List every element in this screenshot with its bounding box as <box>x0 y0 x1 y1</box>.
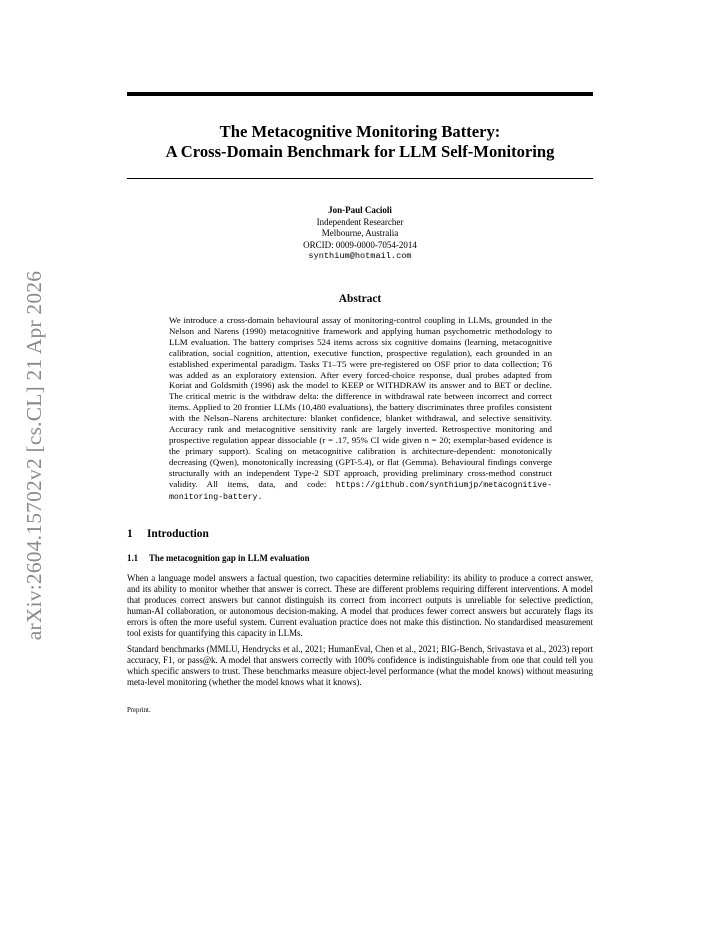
paper-page <box>127 92 593 714</box>
title-top-rule <box>127 92 593 96</box>
title-line-2: A Cross-Domain Benchmark for LLM Self-Monitoring <box>165 142 555 161</box>
arxiv-identifier: arXiv:2604.15702v2 [cs.CL] 21 Apr 2026 <box>22 270 47 640</box>
author-affiliation: Independent Researcher <box>316 216 404 227</box>
title-line-1: The Metacognitive Monitoring Battery: <box>219 122 501 141</box>
section-heading-introduction <box>127 528 593 540</box>
author-block <box>127 205 593 263</box>
subsection-heading <box>127 553 593 563</box>
arxiv-side-stamp <box>18 260 52 650</box>
author-name: Jon-Paul Cacioli <box>328 205 392 215</box>
section-number: 1 <box>127 528 133 541</box>
body-paragraph: When a language model answers a factual question, two capacities determine reliability: its ability to produce a correct answer, and its ability to monitor whether that answer is correct. These are different problems requiring different interventions. A model that produces correct answers but cannot distinguish its correct from incorrect outputs is unreliable for selective prediction, human-AI collaboration, or autonomous decision-making. A model that produces fewer correct answers but accurately flags its errors is often the more useful system. Current evaluation practice does not make this distinction. No standardised measurement tool exists for quantifying this capacity in LLMs. <box>127 573 593 639</box>
abstract-text: We introduce a cross-domain behavioural assay of monitoring-control coupling in LLMs, grounded in the Nelson and Narens (1990) metacognitive framework and applying human psychometric methodology to LLM evaluation. The battery comprises 524 items across six cognitive domains (learning, metacognitive calibration, social cognition, attention, executive function, prospective regulation), each grounded in an established experimental paradigm. Tasks T1–T5 were pre-registered on OSF prior to data collection; T6 was added as an exploratory extension. After every forced-choice response, dual probes adapted from Koriat and Goldsmith (1996) ask the model to KEEP or WITHDRAW its answer and to BET or decline. The critical metric is the withdraw delta: the difference in withdrawal rate between incorrect and correct items. Applied to 20 frontier LLMs (10,480 evaluations), the battery discriminates three profiles consistent with the Nelson–Narens architecture: blanket confidence, blanket withdrawal, and selective sensitivity. Accuracy rank and metacognitive sensitivity rank are largely inverted. Retrospective monitoring and prospective regulation appear dissociable (r = .17, 95% CI wide given n = 20; exemplar-based evidence is the primary support). Scaling on metacognitive calibration is architecture-dependent: monotonically decreasing (Qwen), monotonically increasing (GPT-5.4), or flat (Gemma). Behavioural findings converge structurally with an independent Type-2 SDT approach, providing preliminary cross-method construct validity. All items, data, and code: <box>169 314 552 489</box>
author-orcid: ORCID: 0009-0000-7054-2014 <box>303 239 417 250</box>
abstract-body <box>169 315 552 504</box>
subsection-number: 1.1 <box>127 553 139 564</box>
abstract-code-link[interactable]: https://github.com/synthiumjp/metacognitive-monitoring-battery. <box>169 480 552 503</box>
body-paragraph: Standard benchmarks (MMLU, Hendrycks et al., 2021; HumanEval, Chen et al., 2021; BIG-Bench, Srivastava et al., 2023) report accuracy, F1, or pass@k. A model that answers correctly with 100% confidence is indistinguishable from one that could tell you which specific answers to trust. These benchmarks measure object-level performance (what the model knows) without measuring meta-level monitoring (whether the model knows what it knows). <box>127 644 593 688</box>
footer-note: Preprint. <box>127 707 151 715</box>
section-title: Introduction <box>147 528 209 541</box>
author-email: synthium@hotmail.com <box>308 251 412 262</box>
author-location: Melbourne, Australia <box>321 228 399 239</box>
abstract-heading: Abstract <box>338 292 382 305</box>
paper-title <box>127 122 593 162</box>
title-bottom-rule <box>127 178 593 179</box>
subsection-title: The metacognition gap in LLM evaluation <box>149 553 310 564</box>
